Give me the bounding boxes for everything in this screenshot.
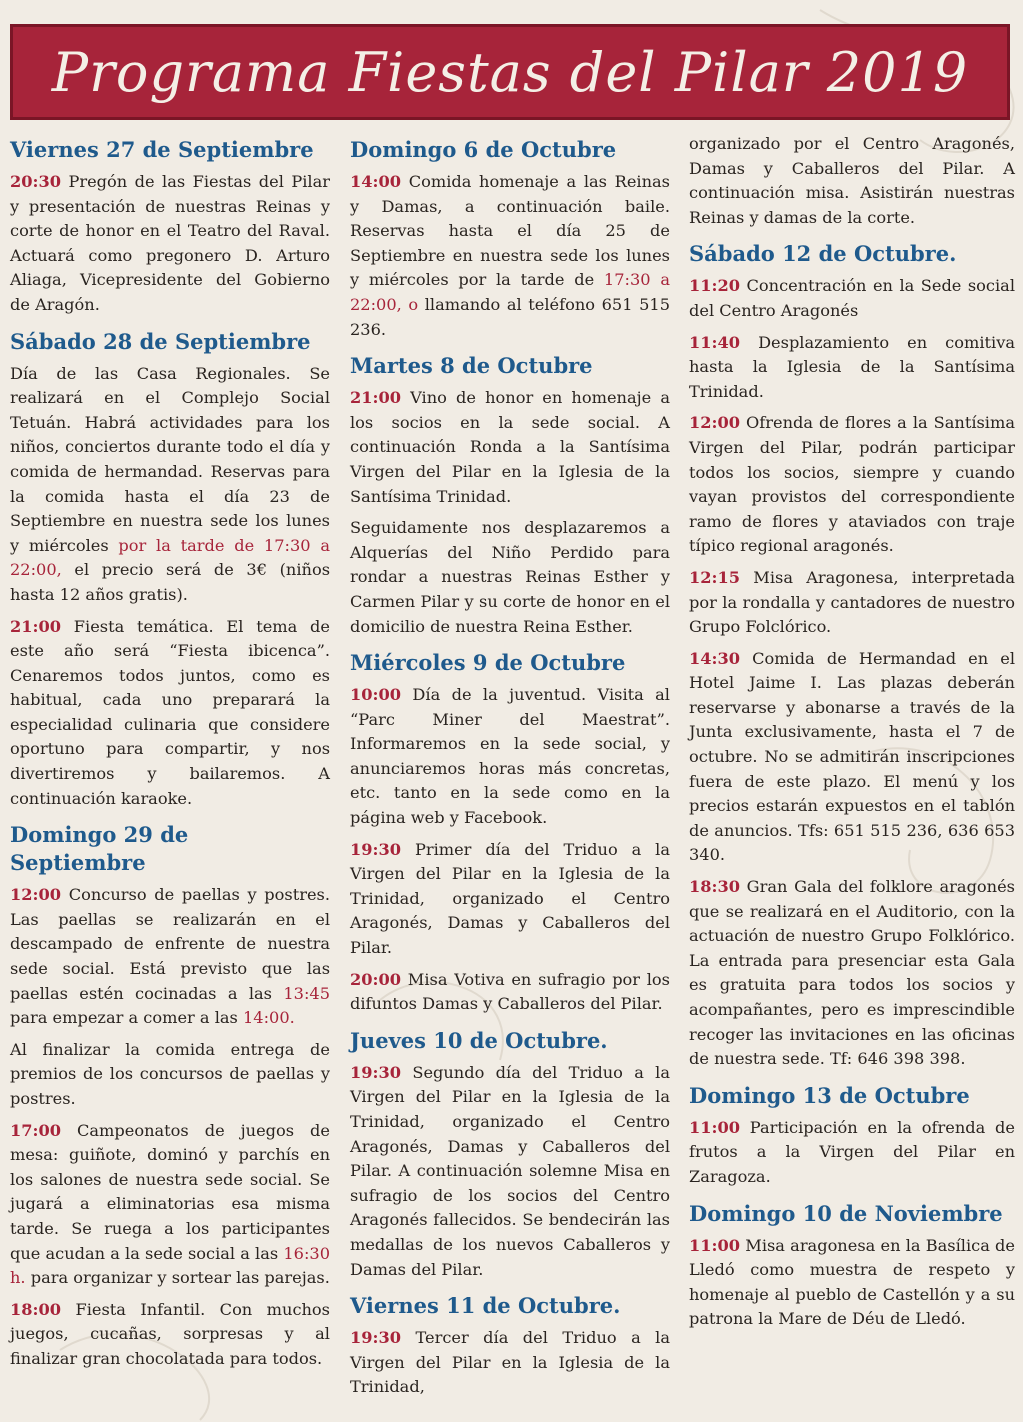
event-text: Día de la juventud. Visita al “Parc Miner del Maestrat”. Informaremos en la sede social, y anunciaremos horas más concretas, etc. tanto en la sede como en la página web y Facebook. [350,685,670,828]
event-paragraph [10,362,330,608]
day-heading: Domingo 6 de Octubre [350,137,617,162]
page-title: Programa Fiestas del Pilar 2019 [51,40,969,104]
event-paragraph [350,516,670,639]
event-text: Pregón de las Fiestas del Pilar y presentación de nuestras Reinas y corte de honor en el Teatro del Raval. Actuará como pregonero D. Arturo Aliaga, Vicepresidente del Gobierno de Aragón. [10,172,330,314]
event-text: Participación en la ofrenda de frutos a la Virgen del Pilar en Zaragoza. [689,1117,1015,1186]
event-paragraph [350,838,670,961]
event-paragraph [350,683,670,831]
event-time: 20:00 [350,969,402,989]
event-paragraph [689,1234,1015,1332]
day-heading: Martes 8 de Octubre [350,353,593,379]
event-text: para organizar y sortear las parejas. [25,1268,330,1288]
event-paragraph [689,875,1015,1072]
day-heading: Jueves 10 de Octubre. [350,1027,608,1053]
highlight-text: 14:00. [242,1008,295,1028]
event-time: 18:30 [689,877,741,897]
event-time: 19:30 [350,1328,402,1348]
event-text: Ofrenda de flores a la Santísima Virgen del Pilar, podrán participar todos los socios, siempre y cuando vayan provistos del correspondiente ramo de flores y ataviados con traje típico regional aragonés. [689,413,1015,556]
event-text: Vino de honor en homenaje a los socios en la sede social. A continuación Ronda a la Santísima Virgen del Pilar en la Iglesia de la Santísima Trinidad. [350,388,670,506]
event-text: organizado por el Centro Aragonés, Damas y Caballeros del Pilar. A continuación misa. Asistirán nuestras Reinas y damas de la corte. [689,134,1015,227]
highlight-text: 17:30 a 22:00, o [350,270,670,314]
event-text: Comida homenaje a las Reinas y Damas, a continuación baile. Reservas hasta el día 25 de Septiembre en nuestra sede los lunes y miércoles por la tarde de [350,172,670,290]
event-paragraph [689,1116,1015,1190]
event-time: 12:15 [689,567,741,587]
event-text: Desplazamiento en comitiva hasta la Iglesia de la Santísima Trinidad. [689,332,1015,401]
day-heading: Domingo 29 de Septiembre [10,822,189,876]
event-paragraph [689,566,1015,640]
event-text: Concurso de paellas y postres. Las paellas se realizarán en el descampado de enfrente de nuestra sede social. Está previsto que las paellas estén cocinadas a las [10,885,330,1003]
event-paragraph [689,331,1015,405]
event-paragraph [10,883,330,1031]
event-paragraph [10,170,330,318]
event-time: 17:00 [10,1120,62,1140]
highlight-text: 13:45 [283,983,330,1003]
event-paragraph [689,274,1015,323]
event-text: llamando al teléfono 651 515 236. [350,294,671,339]
event-text: Fiesta temática. El tema de este año será “Fiesta ibicenca”. Cenaremos todos juntos, como es habitual, cada uno preparará la especialidad culinaria que considere oportuno para compartir, y nos divertiremos y bailaremos. A continuación karaoke. [10,616,330,808]
event-paragraph [10,1119,330,1291]
event-text: Gran Gala del folklore aragonés que se realizará en el Auditorio, con la actuación de nuestro Grupo Folklórico. La entrada para presenciar esta Gala es gratuita para todos los socios y acompañantes, pero es imprescindible recoger las invitaciones en las oficinas de nuestra sede. Tf: 646 398 398. [689,877,1015,1069]
event-text: Concentración en la Sede social del Centro Aragonés [689,276,1015,320]
event-time: 20:30 [10,172,62,191]
event-text: Campeonatos de juegos de mesa: guiñote, dominó y parchís en los salones de nuestra sede social. Se jugará a eliminatorias esa misma tarde. Se ruega a los participantes que acudan a la sede social a las [10,1120,330,1263]
event-text: Día de las Casa Regionales. Se realizará en el Complejo Social Tetuán. Habrá actividades para los niños, conciertos durante todo el día y comida de hermandad. Reservas para la comida hasta el día 23 de Septiembre en nuestra sede los lunes y miércoles [10,363,330,555]
event-paragraph [10,1038,330,1112]
day-heading: Domingo 13 de Octubre [689,1082,970,1108]
event-text: el precio será de 3€ (niños hasta 12 años gratis). [10,560,330,604]
column-3 [689,132,1015,1339]
event-paragraph [350,1326,670,1400]
event-time: 21:00 [350,388,402,408]
event-text: Fiesta Infantil. Con muchos juegos, cucañas, sorpresas y al finalizar gran chocolatada para todos. [10,1299,330,1368]
title-banner [10,24,1010,120]
event-text: Primer día del Triduo a la Virgen del Pilar en la Iglesia de la Trinidad, organizado el Centro Aragonés, Damas y Caballeros del Pilar. [350,839,670,958]
event-text: Misa aragonesa en la Basílica de Lledó como muestra de respeto y homenaje al pueblo de Castellón y a su patrona la Mare de Déu de Lledó. [689,1235,1015,1329]
event-paragraph [350,1061,670,1282]
event-time: 14:00 [350,172,402,191]
day-heading: Sábado 12 de Octubre. [689,241,957,267]
event-time: 11:00 [689,1235,741,1255]
event-paragraph [689,647,1015,868]
event-paragraph [350,170,670,342]
event-paragraph [689,132,1015,230]
event-time: 12:00 [10,885,62,905]
event-time: 11:40 [689,332,741,352]
event-time: 18:00 [10,1299,62,1319]
event-time: 21:00 [10,616,62,636]
event-time: 19:30 [350,1062,402,1082]
event-text: Al finalizar la comida entrega de premios de los concursos de paellas y postres. [10,1039,330,1108]
event-text: Misa Votiva en sufragio por los difuntos Damas y Caballeros del Pilar. [350,969,670,1014]
highlight-text: por la tarde de 17:30 a 22:00, [10,535,330,580]
day-heading: Miércoles 9 de Octubre [350,650,626,676]
event-text: Seguidamente nos desplazaremos a Alquerías del Niño Perdido para rondar a nuestras Reinas Esther y Carmen Pilar y su corte de honor en el domicilio de nuestra Reina Esther. [350,518,670,636]
event-time: 19:30 [350,839,402,859]
column-2 [350,132,670,1407]
event-paragraph [350,386,670,509]
event-text: Misa Aragonesa, interpretada por la rondalla y cantadores de nuestro Grupo Folclórico. [689,567,1015,637]
day-heading: Viernes 27 de Septiembre [10,137,314,162]
event-paragraph [10,615,330,812]
event-text: Tercer día del Triduo a la Virgen del Pilar en la Iglesia de la Trinidad, [350,1328,670,1397]
event-text: Comida de Hermandad en el Hotel Jaime I. Las plazas deberán reservarse y abonarse a través de la Junta exclusivamente, hasta el 7 de octubre. No se admitirán inscripciones fuera de este plazo. El menú y los precios estarán expuestos en el tablón de anuncios. Tfs: 651 515 236, 636 653 340. [689,648,1015,865]
day-heading: Viernes 11 de Octubre. [350,1293,621,1319]
event-text: Segundo día del Triduo a la Virgen del Pilar en la Iglesia de la Trinidad, organizado el Centro Aragonés, Damas y Caballeros del Pilar. A continuación solemne Misa en sufragio de los socios del Centro Aragonés fallecidos. Se bendecirán las medallas de los nuevos Caballeros y Damas del Pilar. [350,1062,670,1279]
event-paragraph [350,968,670,1017]
event-time: 10:00 [350,685,402,705]
column-1 [10,132,330,1379]
event-paragraph [689,411,1015,559]
day-heading: Domingo 10 de Noviembre [689,1200,1003,1226]
event-text: para empezar a comer a las [10,1008,243,1028]
highlight-text: 16:30 h. [10,1243,330,1288]
day-heading: Sábado 28 de Septiembre [10,328,311,354]
event-time: 14:30 [689,648,741,668]
event-time: 11:00 [689,1117,741,1137]
event-time: 12:00 [689,413,741,433]
event-time: 11:20 [689,276,741,296]
event-paragraph [10,1298,330,1372]
